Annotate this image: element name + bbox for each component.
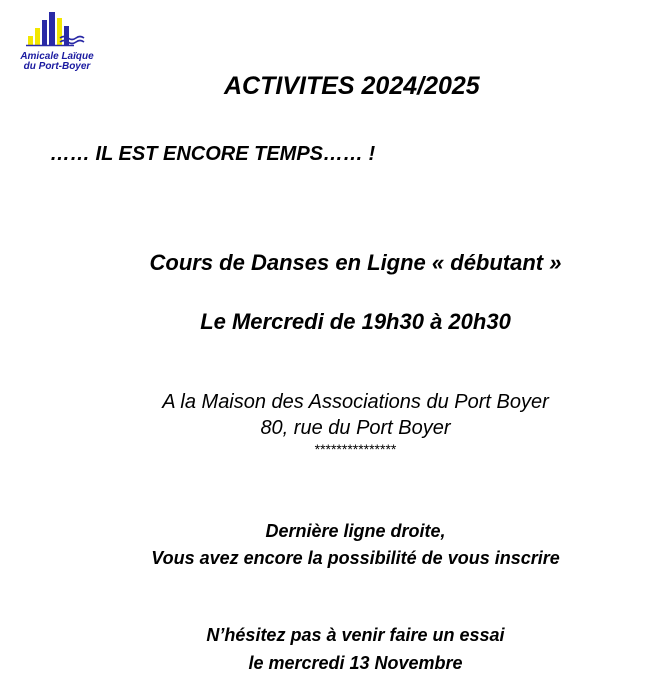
separator: ***************: [314, 441, 397, 457]
trial-line-2: le mercredi 13 Novembre: [248, 653, 463, 673]
location-line-1: A la Maison des Associations du Port Boyer: [162, 391, 549, 413]
last-chance-line-2: Vous avez encore la possibilité de vous inscrire: [151, 548, 560, 568]
logo-line-1: Amicale Laïque: [20, 51, 94, 62]
logo: [12, 8, 102, 78]
course-name: Cours de Danses en Ligne « débutant »: [149, 250, 562, 275]
location-line-2: 80, rue du Port Boyer: [260, 417, 451, 439]
logo-line-2: du Port-Boyer: [23, 61, 91, 72]
schedule: Le Mercredi de 19h30 à 20h30: [200, 309, 511, 334]
subtitle: …… IL EST ENCORE TEMPS…… !: [50, 143, 376, 165]
last-chance-line-1: Dernière ligne droite,: [265, 521, 446, 541]
logo-text: [12, 52, 102, 72]
trial-line-1: N’hésitez pas à venir faire un essai: [206, 625, 505, 645]
page-title: ACTIVITES 2024/2025: [224, 72, 480, 100]
logo-bars-icon: [26, 8, 88, 48]
